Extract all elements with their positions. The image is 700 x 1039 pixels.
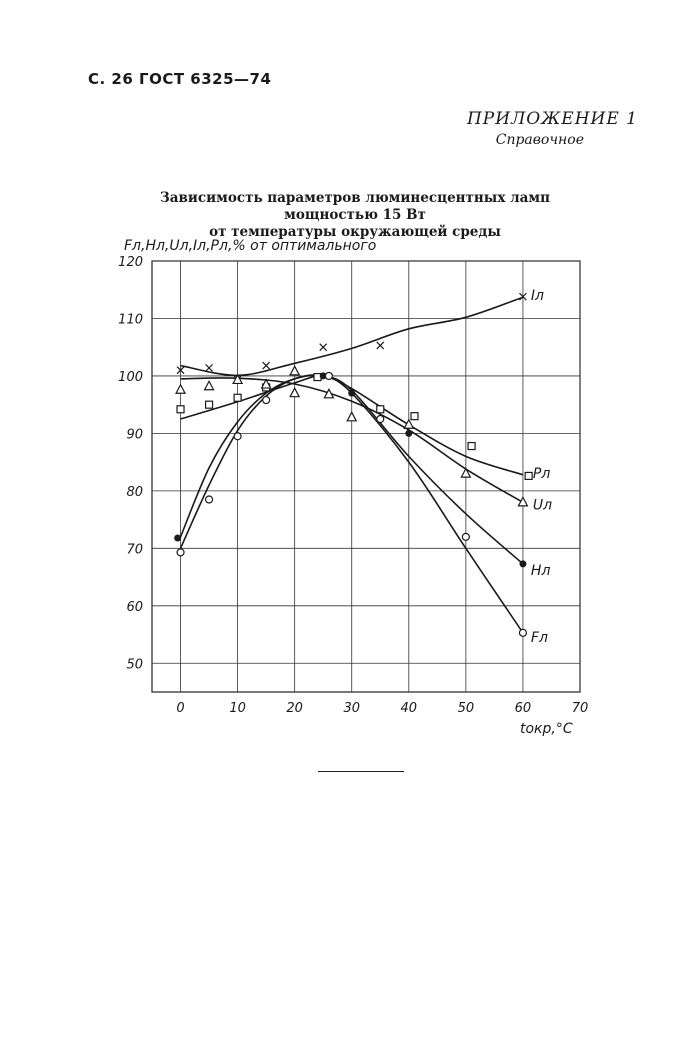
data-point-f-6 [462,533,469,540]
series-label-f: Fл [530,629,548,646]
data-point-p-6 [411,413,418,420]
page-header: С. 26 ГОСТ 6325—74 [88,70,272,88]
data-point-u-0 [176,385,185,394]
x-tick-label-70: 70 [571,701,589,716]
grid-lines [152,261,580,692]
x-tick-label-40: 40 [400,701,418,716]
x-tick-label-60: 60 [514,701,532,716]
y-tick-label-50: 50 [126,657,143,673]
data-point-u-1 [205,381,214,390]
data-point-f-5 [377,416,384,423]
x-tick-label-50: 50 [457,701,475,716]
x-tick-label-20: 20 [286,701,303,716]
data-point-h-3 [406,430,412,436]
data-point-h-2 [349,390,355,396]
data-point-u-5 [290,388,299,397]
series-label-p: Pл [532,465,551,482]
series-label-u: Uл [532,497,553,514]
plot-frame [152,261,580,692]
appendix-subtitle: Справочное [495,132,584,148]
data-point-f-2 [234,433,241,440]
x-tick-label-10: 10 [229,701,246,716]
chart-title-line-2: от температуры окружающей среды [209,224,501,240]
data-point-p-1 [206,401,213,408]
data-point-u-4 [290,366,299,375]
x-tick-label-0: 0 [176,701,185,716]
y-tick-label-60: 60 [126,599,143,615]
data-point-u-10 [518,497,527,506]
data-point-f-1 [206,496,213,503]
appendix-title: ПРИЛОЖЕНИЕ 1 [466,109,638,129]
y-tick-label-80: 80 [126,484,143,500]
y-tick-label-100: 100 [118,369,143,385]
data-point-f-4 [325,372,332,379]
data-point-f-3 [263,397,270,404]
x-tick-label-30: 30 [343,701,361,716]
data-point-f-0 [177,549,184,556]
data-point-u-9 [461,469,470,478]
y-tick-label-110: 110 [118,312,143,328]
data-point-h-4 [520,561,526,567]
data-point-h-0 [175,535,181,541]
data-point-i-3 [263,362,270,369]
series-label-i: Iл [530,288,545,305]
data-point-i-5 [377,342,384,349]
tick-labels [118,255,588,716]
data-point-p-2 [234,394,241,401]
series-markers [175,293,532,636]
end-rule [318,771,404,772]
y-tick-label-90: 90 [126,427,143,443]
data-point-i-1 [206,364,213,371]
data-point-p-5 [377,406,384,413]
data-point-p-7 [468,443,475,450]
y-tick-label-70: 70 [126,542,143,558]
data-point-u-7 [347,412,356,421]
data-point-u-8 [404,420,413,429]
y-axis-label: Fл,Hл,Uл,Iл,Pл,% от оптимального [124,238,377,254]
data-point-f-7 [519,629,526,636]
data-point-p-0 [177,406,184,413]
data-point-p-8 [525,472,532,479]
data-point-i-4 [320,344,327,351]
series-label-h: Hл [530,562,551,579]
y-tick-label-120: 120 [118,255,143,270]
chart-title-line-1: Зависимость параметров люминесцентных ламп мощностью 15 Вт [160,190,550,223]
x-axis-label: tокр,°C [520,721,573,737]
